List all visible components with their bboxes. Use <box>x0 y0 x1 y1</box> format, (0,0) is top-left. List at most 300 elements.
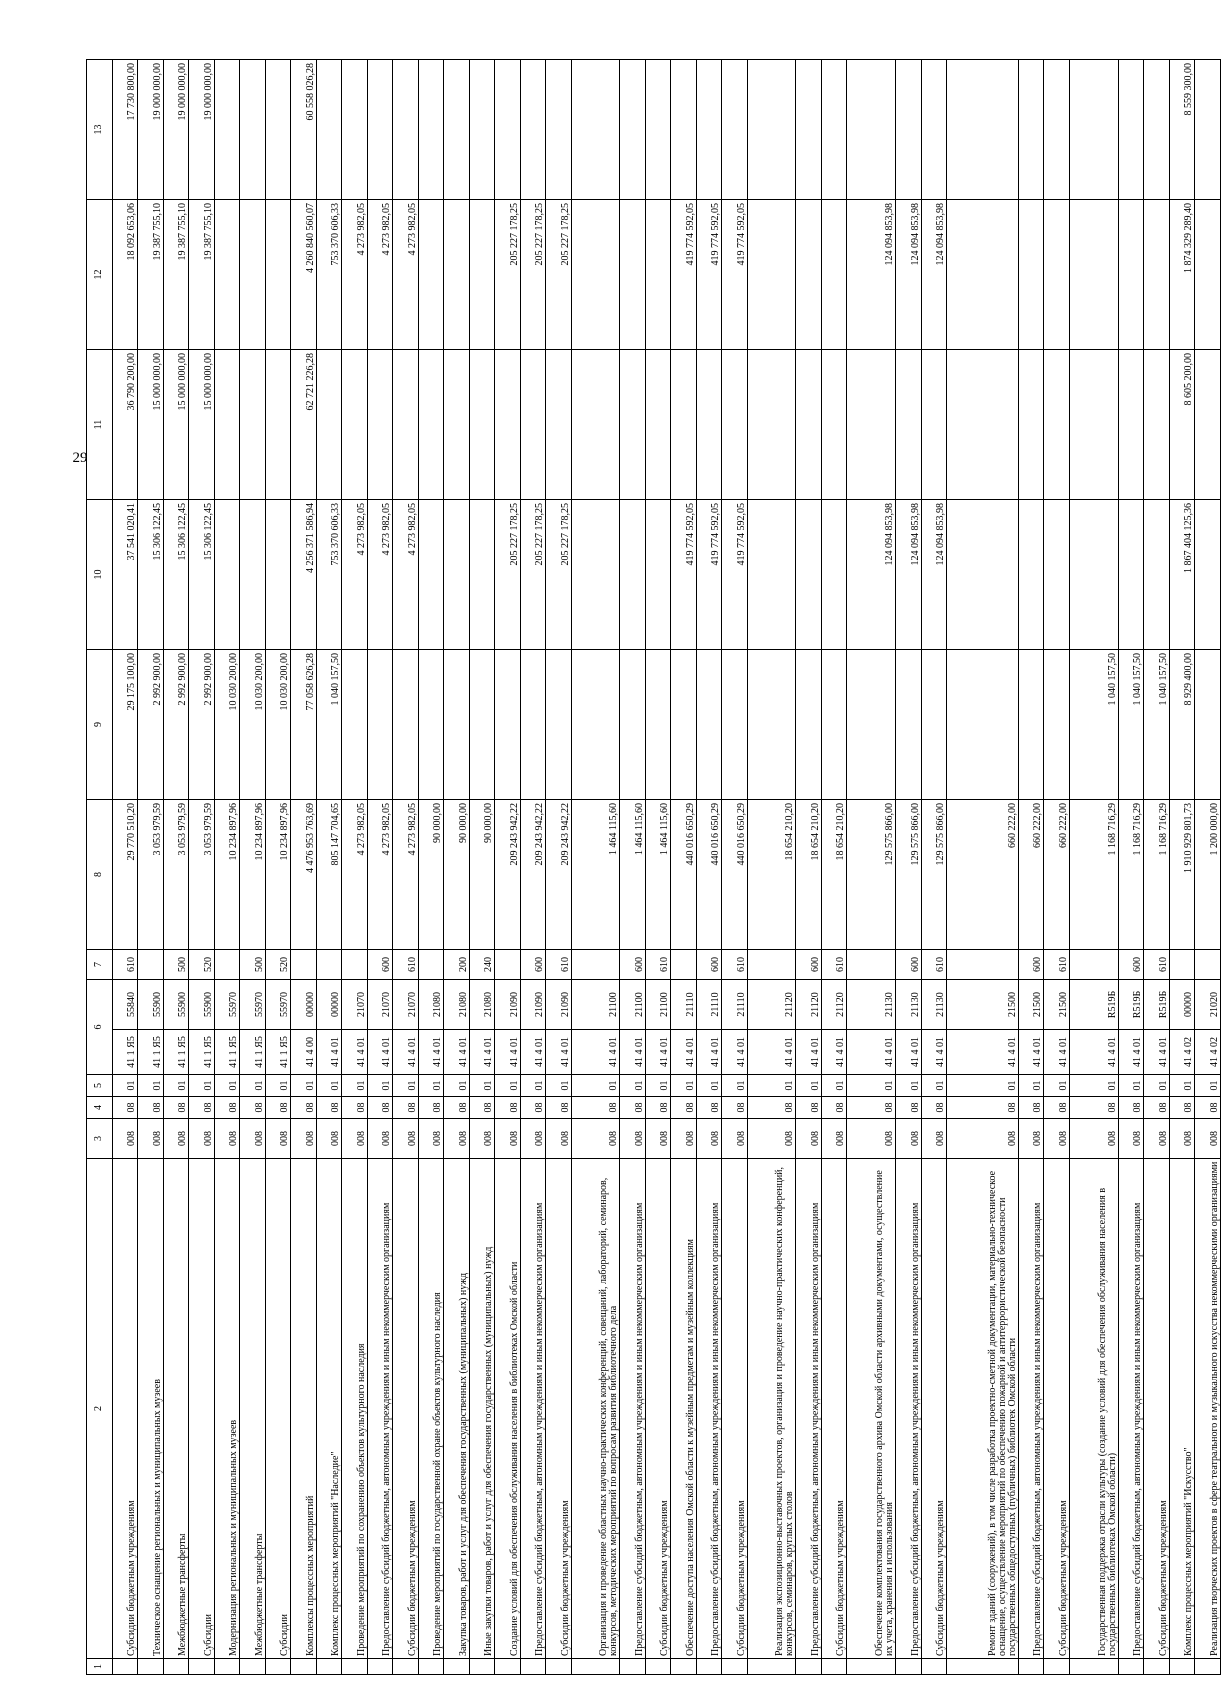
cell-code-3: 008 <box>1118 1119 1144 1159</box>
cell-code-5: 01 <box>747 1075 796 1097</box>
cell-amount-12 <box>1069 200 1118 350</box>
cell-code-4: 08 <box>571 1097 620 1119</box>
cell-amount-8: 1 168 716,29 <box>1069 800 1118 950</box>
cell-code-4: 08 <box>821 1097 847 1119</box>
cell-amount-13 <box>444 60 470 200</box>
cell-col-1 <box>520 1659 546 1675</box>
cell-code-5: 01 <box>921 1075 947 1097</box>
cell-col-1 <box>112 1659 138 1675</box>
cell-amount-8: 660 222,00 <box>1044 800 1070 950</box>
cell-amount-9 <box>620 650 646 800</box>
table-row <box>796 60 822 1675</box>
cell-code-7: 600 <box>367 950 393 980</box>
cell-code-3: 008 <box>112 1119 138 1159</box>
cell-code-6b: 21070 <box>367 980 393 1030</box>
rotated-table-wrapper <box>86 60 1221 1675</box>
cell-amount-10 <box>240 500 266 650</box>
cell-code-3: 008 <box>240 1119 266 1159</box>
cell-code-5: 01 <box>495 1075 521 1097</box>
cell-amount-13 <box>393 60 419 200</box>
cell-name: Субсидии <box>265 1159 291 1659</box>
cell-code-3: 008 <box>921 1119 947 1159</box>
cell-amount-9 <box>495 650 521 800</box>
cell-code-6b: 21100 <box>571 980 620 1030</box>
cell-amount-11 <box>671 350 697 500</box>
cell-code-4: 08 <box>469 1097 495 1119</box>
cell-code-6a: 41 4 02 <box>1169 1030 1195 1075</box>
cell-amount-12 <box>444 200 470 350</box>
table-row <box>316 60 342 1675</box>
cell-amount-10: 4 273 982,05 <box>342 500 368 650</box>
cell-col-1 <box>291 1659 317 1675</box>
cell-amount-9: 8 929 400,00 <box>1169 650 1195 800</box>
cell-amount-10 <box>821 500 847 650</box>
cell-code-5: 01 <box>796 1075 822 1097</box>
cell-amount-12 <box>240 200 266 350</box>
cell-code-6b: 21070 <box>393 980 419 1030</box>
budget-table <box>86 59 1221 1675</box>
cell-name: Субсидии бюджетным учреждениям <box>921 1159 947 1659</box>
cell-name: Иные закупки товаров, работ и услуг для обеспечения государственных (муниципальных) нужд <box>469 1159 495 1659</box>
cell-amount-9 <box>847 650 896 800</box>
cell-name: Субсидии бюджетным учреждениям <box>645 1159 671 1659</box>
cell-code-4: 08 <box>112 1097 138 1119</box>
cell-code-7: 240 <box>469 950 495 980</box>
cell-code-6a: 41 4 01 <box>367 1030 393 1075</box>
cell-amount-11 <box>921 350 947 500</box>
cell-amount-10: 4 256 371 586,94 <box>291 500 317 650</box>
cell-amount-12 <box>645 200 671 350</box>
cell-amount-12: 4 273 982,05 <box>393 200 419 350</box>
cell-amount-11 <box>620 350 646 500</box>
header-cell: 8 <box>87 800 113 950</box>
cell-code-6a: 41 4 01 <box>571 1030 620 1075</box>
cell-code-3: 008 <box>520 1119 546 1159</box>
cell-col-1 <box>418 1659 444 1675</box>
cell-amount-13 <box>265 60 291 200</box>
cell-amount-12: 4 260 840 560,07 <box>291 200 317 350</box>
cell-amount-10 <box>645 500 671 650</box>
cell-amount-13 <box>1069 60 1118 200</box>
cell-amount-9 <box>722 650 748 800</box>
cell-amount-13 <box>620 60 646 200</box>
cell-amount-12: 18 092 653,06 <box>112 200 138 350</box>
cell-amount-13 <box>821 60 847 200</box>
cell-amount-11 <box>495 350 521 500</box>
cell-name: Субсидии бюджетным учреждениям <box>722 1159 748 1659</box>
cell-amount-11 <box>1069 350 1118 500</box>
cell-code-4: 08 <box>722 1097 748 1119</box>
cell-col-1 <box>138 1659 164 1675</box>
cell-code-6b: 21500 <box>1018 980 1044 1030</box>
cell-col-1 <box>1169 1659 1195 1675</box>
cell-code-3: 008 <box>444 1119 470 1159</box>
cell-name: Предоставление субсидий бюджетным, автономным учреждениям и иным некоммерческим организациям <box>1118 1159 1144 1659</box>
cell-amount-13 <box>240 60 266 200</box>
cell-col-1 <box>1069 1659 1118 1675</box>
cell-code-6a: 41 4 01 <box>620 1030 646 1075</box>
cell-amount-12: 205 227 178,25 <box>495 200 521 350</box>
table-row <box>189 60 215 1675</box>
cell-col-1 <box>645 1659 671 1675</box>
cell-name: Обеспечение комплектования государственного архива Омской области архивными документами, осуществление их учета, хранения и использования <box>847 1159 896 1659</box>
cell-amount-13: 19 000 000,00 <box>138 60 164 200</box>
cell-name: Реализация экспозиционно-выставочных проектов, организация и проведение научно-практических конференций, конкурсов, семинаров, круглых столов <box>747 1159 796 1659</box>
cell-col-1 <box>796 1659 822 1675</box>
cell-code-7: 600 <box>1118 950 1144 980</box>
cell-amount-10: 753 370 606,33 <box>316 500 342 650</box>
cell-code-4: 08 <box>393 1097 419 1119</box>
table-row <box>1118 60 1144 1675</box>
cell-name: Комплекс процессных мероприятий "Наследие" <box>316 1159 342 1659</box>
cell-code-3: 008 <box>747 1119 796 1159</box>
table-row <box>696 60 722 1675</box>
cell-amount-10: 1 867 404 125,36 <box>1169 500 1195 650</box>
cell-amount-8: 10 234 897,96 <box>214 800 240 950</box>
cell-code-3: 008 <box>1195 1119 1221 1159</box>
cell-amount-12: 4 273 982,05 <box>367 200 393 350</box>
cell-code-7 <box>847 950 896 980</box>
cell-amount-13: 17 730 800,00 <box>112 60 138 200</box>
table-row <box>896 60 922 1675</box>
cell-code-7: 600 <box>696 950 722 980</box>
cell-code-5: 01 <box>240 1075 266 1097</box>
cell-code-7: 200 <box>444 950 470 980</box>
cell-code-6a: 41 4 01 <box>747 1030 796 1075</box>
header-cell: 6 <box>87 980 113 1075</box>
cell-name: Проведение мероприятий по государственной охране объектов культурного наследия <box>418 1159 444 1659</box>
cell-code-3: 008 <box>896 1119 922 1159</box>
table-row <box>520 60 546 1675</box>
cell-amount-8: 90 000,00 <box>418 800 444 950</box>
cell-amount-12: 124 094 853,98 <box>921 200 947 350</box>
cell-code-6a: 41 1 Я5 <box>240 1030 266 1075</box>
cell-code-6b: 21110 <box>722 980 748 1030</box>
cell-amount-12: 419 774 592,05 <box>696 200 722 350</box>
cell-code-7: 610 <box>722 950 748 980</box>
cell-amount-11 <box>747 350 796 500</box>
table-row <box>1018 60 1044 1675</box>
cell-code-6a: 41 4 01 <box>645 1030 671 1075</box>
cell-amount-10: 124 094 853,98 <box>847 500 896 650</box>
cell-code-3: 008 <box>1069 1119 1118 1159</box>
cell-name: Субсидии бюджетным учреждениям <box>546 1159 572 1659</box>
table-row <box>444 60 470 1675</box>
cell-amount-12 <box>1118 200 1144 350</box>
cell-amount-11: 8 605 200,00 <box>1169 350 1195 500</box>
cell-amount-13 <box>520 60 546 200</box>
cell-amount-13: 19 000 000,00 <box>163 60 189 200</box>
cell-name: Комплекс процессных мероприятий "Искусство" <box>1169 1159 1195 1659</box>
cell-code-6b: 21080 <box>444 980 470 1030</box>
cell-amount-10 <box>1018 500 1044 650</box>
cell-code-6a: 41 4 01 <box>947 1030 1019 1075</box>
cell-code-7 <box>418 950 444 980</box>
cell-name: Субсидии бюджетным учреждениям <box>1044 1159 1070 1659</box>
cell-col-1 <box>265 1659 291 1675</box>
cell-amount-13 <box>367 60 393 200</box>
cell-code-6b: 21080 <box>418 980 444 1030</box>
cell-amount-9 <box>342 650 368 800</box>
cell-amount-8: 440 016 650,29 <box>696 800 722 950</box>
cell-code-5: 01 <box>1169 1075 1195 1097</box>
cell-code-7 <box>947 950 1019 980</box>
cell-amount-12 <box>821 200 847 350</box>
cell-code-5: 01 <box>520 1075 546 1097</box>
cell-amount-9 <box>821 650 847 800</box>
cell-amount-8: 805 147 704,65 <box>316 800 342 950</box>
cell-code-5: 01 <box>896 1075 922 1097</box>
cell-code-3: 008 <box>393 1119 419 1159</box>
cell-code-4: 08 <box>1169 1097 1195 1119</box>
cell-amount-8: 129 575 866,00 <box>921 800 947 950</box>
cell-amount-9 <box>696 650 722 800</box>
cell-amount-8: 4 476 953 763,69 <box>291 800 317 950</box>
cell-amount-11: 15 000 000,00 <box>189 350 215 500</box>
cell-amount-11 <box>645 350 671 500</box>
cell-code-6b: 55970 <box>214 980 240 1030</box>
cell-code-3: 008 <box>342 1119 368 1159</box>
cell-col-1 <box>722 1659 748 1675</box>
cell-amount-9 <box>444 650 470 800</box>
cell-amount-8: 4 273 982,05 <box>367 800 393 950</box>
cell-code-3: 008 <box>1144 1119 1170 1159</box>
cell-code-7: 600 <box>620 950 646 980</box>
cell-code-6b: 21130 <box>847 980 896 1030</box>
cell-code-6a: 41 4 01 <box>520 1030 546 1075</box>
cell-amount-8: 4 273 982,05 <box>393 800 419 950</box>
cell-name: Проведение мероприятий по сохранению объектов культурного наследия <box>342 1159 368 1659</box>
cell-name: Модернизация региональных и муниципальных музеев <box>214 1159 240 1659</box>
cell-col-1 <box>847 1659 896 1675</box>
cell-amount-12 <box>747 200 796 350</box>
cell-code-6a: 41 1 Я5 <box>163 1030 189 1075</box>
cell-code-4: 08 <box>696 1097 722 1119</box>
cell-code-7: 600 <box>1018 950 1044 980</box>
cell-col-1 <box>921 1659 947 1675</box>
cell-amount-11 <box>214 350 240 500</box>
cell-amount-13 <box>696 60 722 200</box>
cell-amount-12: 19 387 755,10 <box>138 200 164 350</box>
cell-code-4: 08 <box>367 1097 393 1119</box>
cell-code-7: 610 <box>821 950 847 980</box>
table-row <box>722 60 748 1675</box>
header-cell: 4 <box>87 1097 113 1119</box>
cell-name: Создание условий для обеспечения обслуживания населения в библиотеках Омской области <box>495 1159 521 1659</box>
cell-amount-8: 10 234 897,96 <box>240 800 266 950</box>
cell-col-1 <box>1195 1659 1221 1675</box>
cell-code-6b: 21120 <box>747 980 796 1030</box>
cell-code-6b: 21130 <box>921 980 947 1030</box>
cell-amount-10 <box>1044 500 1070 650</box>
cell-amount-11 <box>1018 350 1044 500</box>
cell-code-6b: 21120 <box>821 980 847 1030</box>
cell-name: Предоставление субсидий бюджетным, автономным учреждениям и иным некоммерческим организациям <box>896 1159 922 1659</box>
cell-code-7: 610 <box>546 950 572 980</box>
cell-amount-9: 1 040 157,50 <box>316 650 342 800</box>
cell-code-6a: 41 4 01 <box>796 1030 822 1075</box>
cell-amount-11 <box>342 350 368 500</box>
cell-amount-12 <box>1195 200 1221 350</box>
cell-amount-8: 1 200 000,00 <box>1195 800 1221 950</box>
table-row <box>469 60 495 1675</box>
cell-code-6b: 21100 <box>620 980 646 1030</box>
cell-code-4: 08 <box>847 1097 896 1119</box>
cell-amount-11 <box>444 350 470 500</box>
cell-amount-11 <box>240 350 266 500</box>
cell-code-7 <box>671 950 697 980</box>
cell-amount-9 <box>645 650 671 800</box>
cell-code-7: 600 <box>896 950 922 980</box>
table-row <box>342 60 368 1675</box>
cell-code-7: 610 <box>393 950 419 980</box>
cell-col-1 <box>747 1659 796 1675</box>
cell-amount-10 <box>444 500 470 650</box>
cell-amount-8: 440 016 650,29 <box>722 800 748 950</box>
cell-amount-9: 1 040 157,50 <box>1069 650 1118 800</box>
cell-code-4: 08 <box>240 1097 266 1119</box>
cell-code-6a: 41 4 01 <box>1069 1030 1118 1075</box>
cell-code-3: 008 <box>620 1119 646 1159</box>
cell-code-4: 08 <box>189 1097 215 1119</box>
cell-amount-10 <box>947 500 1019 650</box>
cell-amount-9: 1 040 157,50 <box>1144 650 1170 800</box>
cell-col-1 <box>1118 1659 1144 1675</box>
cell-code-6a: 41 4 01 <box>495 1030 521 1075</box>
cell-amount-9 <box>1044 650 1070 800</box>
cell-name: Предоставление субсидий бюджетным, автономным учреждениям и иным некоммерческим организациям <box>520 1159 546 1659</box>
cell-code-6b: 21070 <box>342 980 368 1030</box>
cell-code-5: 01 <box>316 1075 342 1097</box>
cell-code-7 <box>495 950 521 980</box>
table-row <box>571 60 620 1675</box>
cell-amount-12 <box>571 200 620 350</box>
cell-amount-13 <box>214 60 240 200</box>
cell-amount-12: 753 370 606,33 <box>316 200 342 350</box>
cell-amount-10: 37 541 020,41 <box>112 500 138 650</box>
cell-code-6b: 55840 <box>112 980 138 1030</box>
cell-amount-8: 440 016 650,29 <box>671 800 697 950</box>
cell-amount-8: 10 234 897,96 <box>265 800 291 950</box>
cell-code-6a: 41 4 01 <box>1018 1030 1044 1075</box>
cell-amount-13 <box>645 60 671 200</box>
table-row <box>947 60 1019 1675</box>
cell-code-6b: 55970 <box>240 980 266 1030</box>
cell-col-1 <box>163 1659 189 1675</box>
cell-amount-9 <box>947 650 1019 800</box>
cell-code-5: 01 <box>367 1075 393 1097</box>
cell-amount-8: 18 654 210,20 <box>821 800 847 950</box>
table-row <box>495 60 521 1675</box>
cell-amount-11 <box>1044 350 1070 500</box>
cell-amount-10 <box>747 500 796 650</box>
cell-code-5: 01 <box>571 1075 620 1097</box>
cell-amount-11: 62 721 226,28 <box>291 350 317 500</box>
cell-code-6b: R519Б <box>1069 980 1118 1030</box>
table-row <box>393 60 419 1675</box>
cell-code-3: 008 <box>291 1119 317 1159</box>
cell-code-3: 008 <box>1044 1119 1070 1159</box>
cell-code-4: 08 <box>645 1097 671 1119</box>
cell-col-1 <box>393 1659 419 1675</box>
cell-code-3: 008 <box>722 1119 748 1159</box>
cell-amount-12: 124 094 853,98 <box>847 200 896 350</box>
cell-amount-9 <box>393 650 419 800</box>
cell-col-1 <box>1044 1659 1070 1675</box>
cell-code-5: 01 <box>1118 1075 1144 1097</box>
table-row <box>645 60 671 1675</box>
cell-code-6a: 41 1 Я5 <box>138 1030 164 1075</box>
cell-amount-10: 419 774 592,05 <box>671 500 697 650</box>
cell-code-4: 08 <box>214 1097 240 1119</box>
cell-amount-10: 205 227 178,25 <box>546 500 572 650</box>
cell-amount-12: 419 774 592,05 <box>722 200 748 350</box>
cell-amount-12: 19 387 755,10 <box>163 200 189 350</box>
cell-amount-8: 3 053 979,59 <box>189 800 215 950</box>
cell-code-5: 01 <box>620 1075 646 1097</box>
cell-code-6a: 41 4 01 <box>671 1030 697 1075</box>
cell-code-3: 008 <box>571 1119 620 1159</box>
cell-amount-12 <box>1144 200 1170 350</box>
table-row <box>367 60 393 1675</box>
cell-name: Субсидии бюджетным учреждениям <box>1144 1159 1170 1659</box>
cell-code-5: 01 <box>1195 1075 1221 1097</box>
cell-amount-13 <box>896 60 922 200</box>
cell-amount-11 <box>520 350 546 500</box>
cell-code-4: 08 <box>1069 1097 1118 1119</box>
cell-amount-13 <box>847 60 896 200</box>
header-cell: 9 <box>87 650 113 800</box>
cell-code-6b: 00000 <box>316 980 342 1030</box>
cell-col-1 <box>947 1659 1019 1675</box>
cell-amount-8: 1 464 115,60 <box>645 800 671 950</box>
table-row <box>546 60 572 1675</box>
cell-amount-11 <box>418 350 444 500</box>
table-row <box>163 60 189 1675</box>
cell-code-3: 008 <box>847 1119 896 1159</box>
cell-amount-9: 1 040 157,50 <box>1118 650 1144 800</box>
cell-amount-12: 419 774 592,05 <box>671 200 697 350</box>
cell-code-6b: 21020 <box>1195 980 1221 1030</box>
cell-amount-12: 1 874 329 289,40 <box>1169 200 1195 350</box>
cell-amount-10: 15 306 122,45 <box>163 500 189 650</box>
cell-amount-8: 660 222,00 <box>1018 800 1044 950</box>
cell-code-6b: R519Б <box>1144 980 1170 1030</box>
cell-col-1 <box>367 1659 393 1675</box>
cell-amount-12 <box>1018 200 1044 350</box>
cell-amount-11 <box>796 350 822 500</box>
cell-amount-9: 10 030 200,00 <box>265 650 291 800</box>
cell-amount-11 <box>696 350 722 500</box>
cell-name: Межбюджетные трансферты <box>240 1159 266 1659</box>
cell-name: Обеспечение доступа населения Омской области к музейным предметам и музейным коллекциям <box>671 1159 697 1659</box>
cell-amount-12 <box>620 200 646 350</box>
cell-col-1 <box>620 1659 646 1675</box>
cell-code-4: 08 <box>921 1097 947 1119</box>
cell-amount-9 <box>896 650 922 800</box>
cell-amount-8: 1 168 716,29 <box>1144 800 1170 950</box>
cell-code-7 <box>291 950 317 980</box>
cell-code-4: 08 <box>1044 1097 1070 1119</box>
cell-code-6b: 00000 <box>1169 980 1195 1030</box>
cell-code-5: 01 <box>163 1075 189 1097</box>
cell-code-6a: 41 4 01 <box>393 1030 419 1075</box>
cell-amount-11 <box>1144 350 1170 500</box>
cell-code-5: 01 <box>722 1075 748 1097</box>
table-row <box>214 60 240 1675</box>
cell-name: Субсидии бюджетным учреждениям <box>821 1159 847 1659</box>
cell-code-3: 008 <box>469 1119 495 1159</box>
